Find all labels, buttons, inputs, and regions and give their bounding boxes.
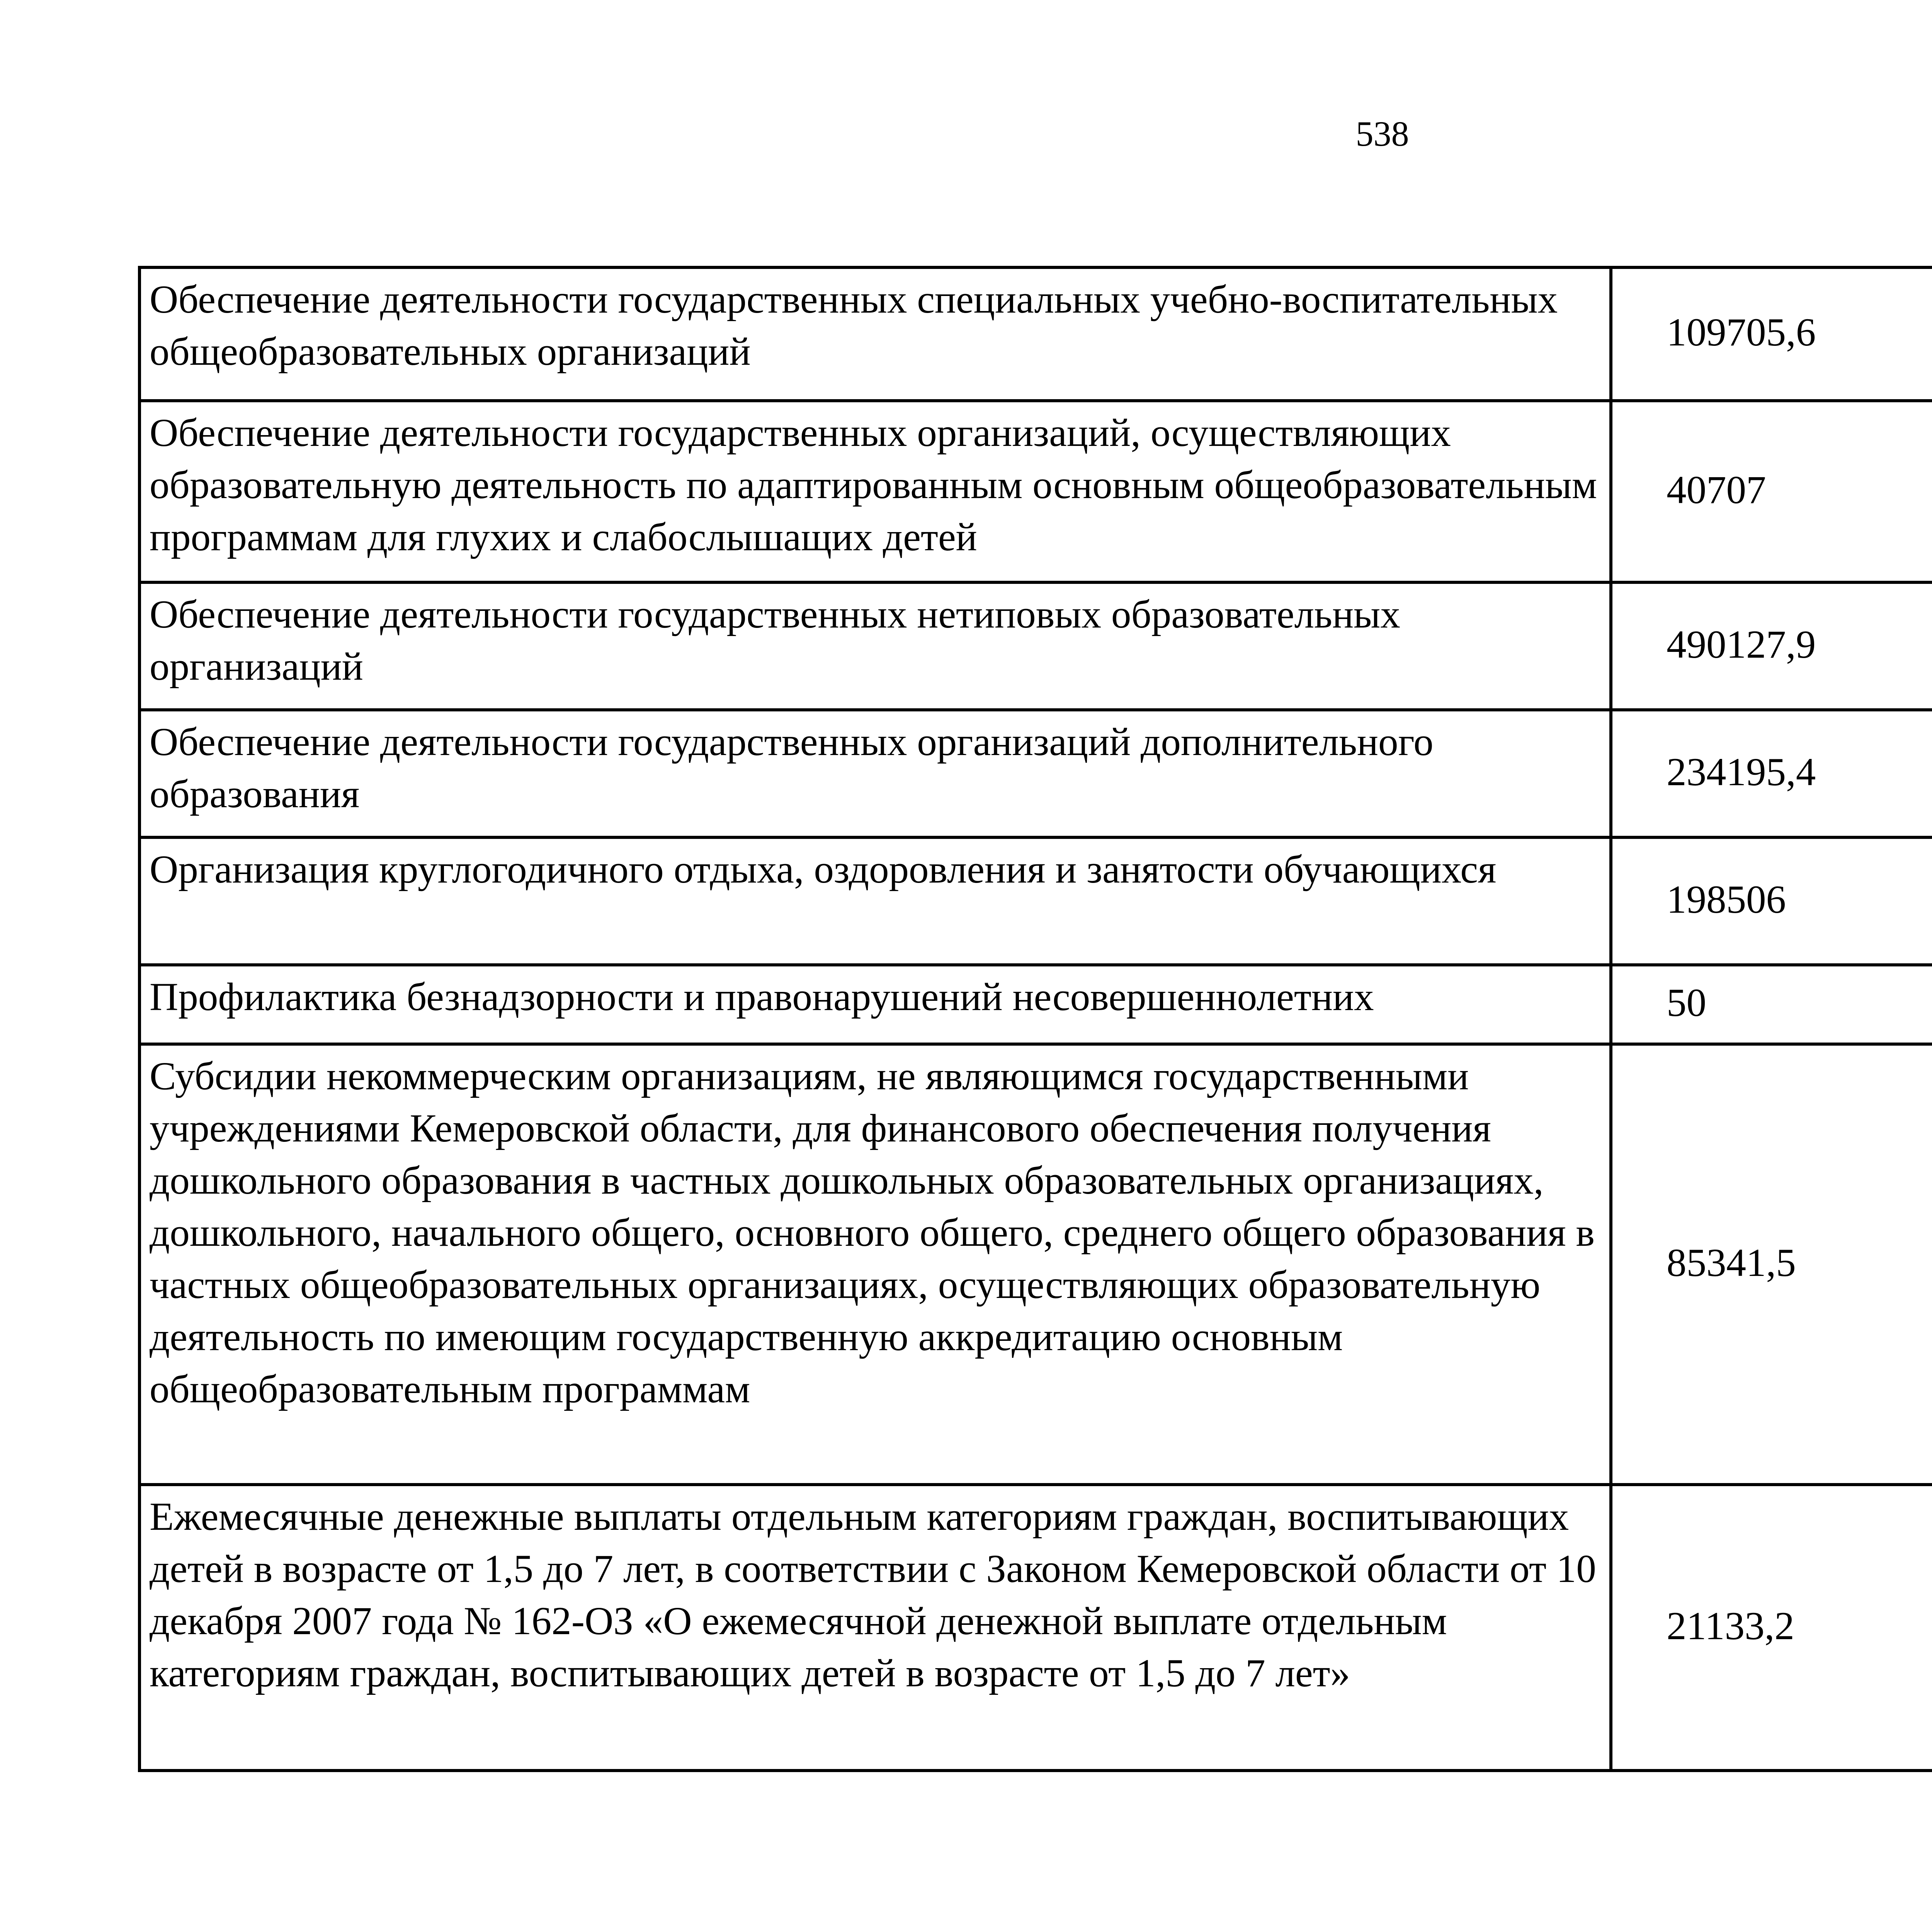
row-description: Профилактика безнадзорности и правонарушений несовершеннолетних: [139, 965, 1611, 1044]
row-description: Субсидии некоммерческим организациям, не являющимся государственными учреждениями Кемеровской области, для финансового обеспечения получения дошкольного образования в частных дошкольных образовательных организациях, дошкольного, начального общего, основного общего, среднего общего образования в частных общеобразовательных организациях, осуществляющих образовательную деятельность по имеющим государственную аккредитацию основным общеобразовательным программам: [139, 1044, 1611, 1485]
table-row: [139, 710, 1932, 837]
value-cell-1: 109705,6: [1611, 267, 1932, 401]
row-description: Ежемесячные денежные выплаты отдельным категориям граждан, воспитывающих детей в возрасте от 1,5 до 7 лет, в соответствии с Законом Кемеровской области от 10 декабря 2007 года № 162-ОЗ «О ежемесячной денежной выплате отдельным категориям граждан, воспитывающих детей в возрасте от 1,5 до 7 лет»: [139, 1485, 1611, 1771]
value-cell-1: 21133,2: [1611, 1485, 1932, 1771]
row-description: Обеспечение деятельности государственных организаций дополнительного образования: [139, 710, 1611, 837]
row-description: Организация круглогодичного отдыха, оздоровления и занятости обучающихся: [139, 837, 1611, 965]
row-description: Обеспечение деятельности государственных нетиповых образовательных организаций: [139, 582, 1611, 710]
budget-table: [138, 266, 1932, 1772]
table-row: [139, 965, 1932, 1044]
page-number: 538: [1355, 114, 1409, 153]
table-row: [139, 401, 1932, 582]
value-cell-1: 234195,4: [1611, 710, 1932, 837]
value-cell-1: 40707: [1611, 401, 1932, 582]
table-row: [139, 1044, 1932, 1485]
table-row: [139, 267, 1932, 401]
value-cell-1: 50: [1611, 965, 1932, 1044]
row-description: Обеспечение деятельности государственных организаций, осуществляющих образовательную деятельность по адаптированным основным общеобразовательным программам для глухих и слабослышащих детей: [139, 401, 1611, 582]
table-row: [139, 582, 1932, 710]
value-cell-1: 198506: [1611, 837, 1932, 965]
row-description: Обеспечение деятельности государственных специальных учебно-воспитательных общеобразовательных организаций: [139, 267, 1611, 401]
table-row: [139, 1485, 1932, 1771]
value-cell-1: 490127,9: [1611, 582, 1932, 710]
value-cell-1: 85341,5: [1611, 1044, 1932, 1485]
table-row: [139, 837, 1932, 965]
